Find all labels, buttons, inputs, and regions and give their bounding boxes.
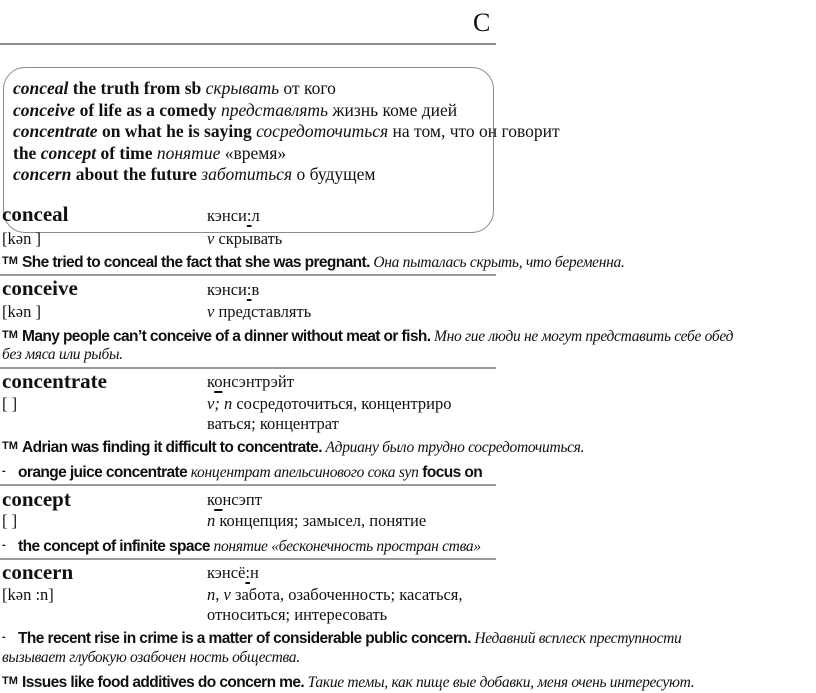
collocation-line: conceal the truth from sb скрывать от кого bbox=[13, 78, 336, 98]
example-sentence: TM Issues like food additives do concern me. Такие темы, как пище вые добавки, меня очень интересуют. bbox=[2, 674, 695, 691]
example-sentence-continuation: без мяса или рыбы. bbox=[2, 346, 123, 363]
definition: v скрывать bbox=[207, 229, 283, 248]
ipa-transcription: [kən :n] bbox=[2, 585, 54, 604]
headword-concept: concept bbox=[2, 487, 71, 511]
collocation-line: conceive of life as a comedy представлять жизнь коме дией bbox=[13, 99, 458, 120]
headword-conceal: conceal bbox=[2, 202, 69, 226]
example-sentence: TM She tried to conceal the fact that she was pregnant. Она пыталась скрыть, что беременна. bbox=[2, 254, 625, 271]
ipa-transcription: [kən ] bbox=[2, 229, 41, 248]
dash-marker-icon: - bbox=[2, 631, 6, 643]
ipa-transcription: [kən ] bbox=[2, 302, 41, 321]
trademark-marker-icon: TM bbox=[2, 440, 18, 452]
russian-transcription: кэнси:л bbox=[207, 206, 260, 225]
entry-divider bbox=[0, 484, 496, 486]
russian-transcription: кэнсё:н bbox=[207, 563, 259, 582]
definition: v; n сосредоточиться, концентриро bbox=[207, 394, 452, 413]
example-sentence: TM Adrian was finding it difficult to concentrate. Адриану было трудно сосредоточиться. bbox=[2, 439, 585, 456]
example-sentence: TM Many people can’t conceive of a dinner without meat or fish. Мно гие люди не могут представить себе обед bbox=[2, 328, 734, 345]
dash-marker-icon: - bbox=[2, 539, 6, 551]
trademark-marker-icon: TM bbox=[2, 255, 18, 267]
example-sentence: - orange juice concentrate концентрат апельсинового сока syn focus on bbox=[2, 464, 483, 481]
trademark-marker-icon: TM bbox=[2, 329, 18, 341]
headword-concentrate: concentrate bbox=[2, 369, 107, 393]
entry-divider bbox=[0, 558, 496, 560]
definition: n, v забота, озабоченность; касаться, bbox=[207, 585, 463, 604]
header-divider bbox=[0, 43, 496, 45]
trademark-marker-icon: TM bbox=[2, 675, 18, 687]
headword-concern: concern bbox=[2, 560, 74, 584]
definition-continuation: ваться; концентрат bbox=[207, 414, 339, 433]
example-sentence: - The recent rise in crime is a matter of considerable public concern. Недавний всплеск преступности bbox=[2, 630, 682, 647]
definition-continuation: относиться; интересовать bbox=[207, 605, 388, 624]
russian-transcription: консэпт bbox=[207, 490, 262, 509]
collocation-line: the concept of time понятие «время» bbox=[13, 142, 287, 163]
dash-marker-icon: - bbox=[2, 465, 6, 477]
headword-conceive: conceive bbox=[2, 276, 78, 300]
ipa-transcription: [ ] bbox=[2, 511, 18, 530]
example-sentence-continuation: вызывает глубокую озабочен ность общества. bbox=[2, 649, 300, 666]
russian-transcription: консэнтрэйт bbox=[207, 372, 294, 391]
example-sentence: - the concept of infinite space понятие «бесконечность простран ства» bbox=[2, 538, 481, 555]
definition: n концепция; замысел, понятие bbox=[207, 511, 427, 530]
section-letter: C bbox=[473, 8, 491, 37]
ipa-transcription: [ ] bbox=[2, 394, 18, 413]
definition: v представлять bbox=[207, 302, 312, 321]
collocation-line: concentrate on what he is saying сосредоточиться на том, что он говорит bbox=[13, 121, 560, 141]
collocation-line: concern about the future заботиться о будущем bbox=[13, 164, 376, 184]
russian-transcription: кэнси:в bbox=[207, 280, 260, 299]
